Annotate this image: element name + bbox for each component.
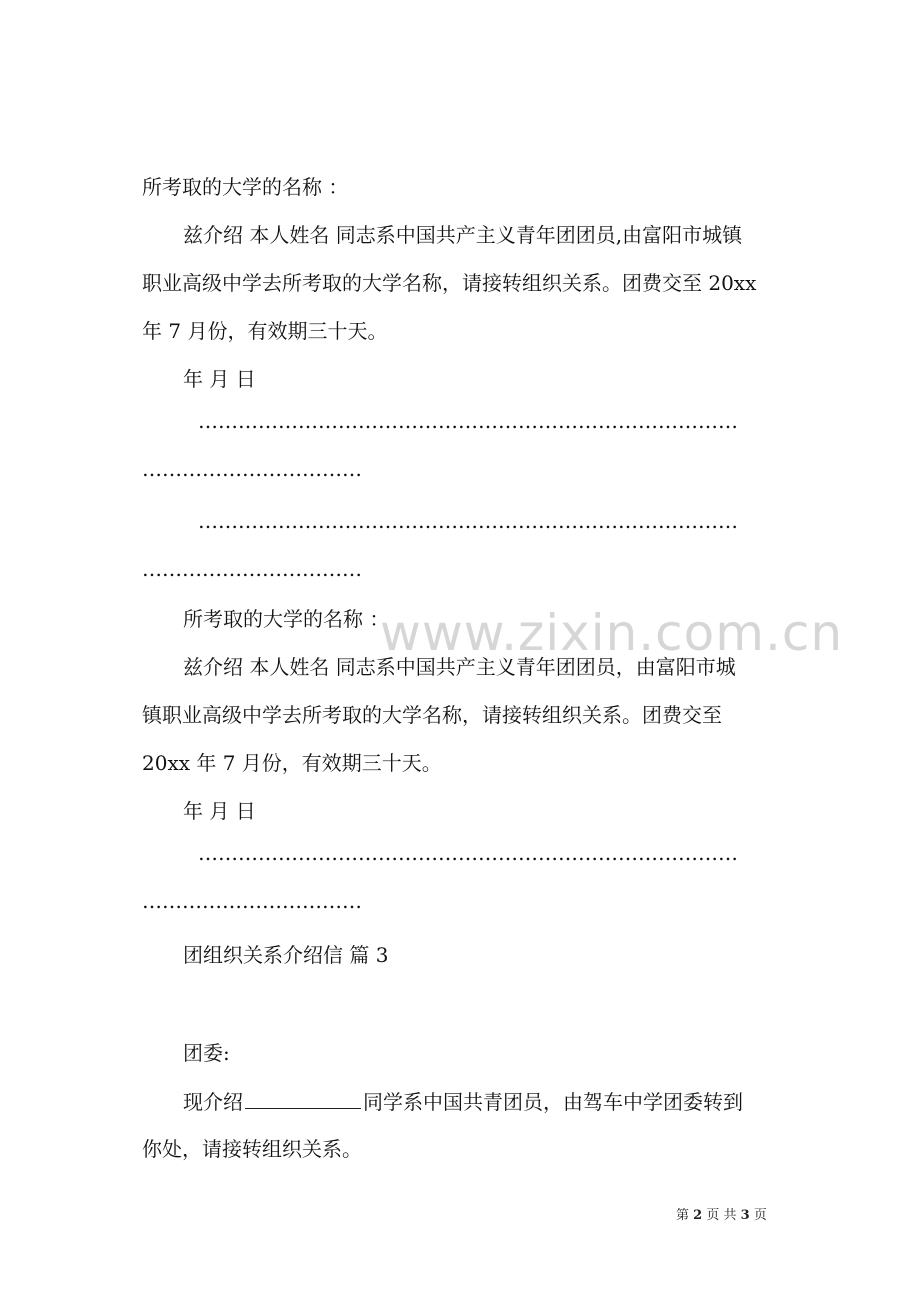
block2-paragraph-line-2: 镇职业高级中学去所考取的大学名称，请接转组织关系。团费交至 bbox=[142, 703, 722, 727]
block2-date-line: 年 月 日 bbox=[183, 799, 256, 823]
separator-dots-long-2: ……………………………………………………………………… bbox=[198, 509, 738, 533]
block1-paragraph-line-1: 兹介绍 本人姓名 同志系中国共产主义青年团团员,由富阳市城镇 bbox=[183, 223, 743, 247]
separator-dots-long-3: ……………………………………………………………………… bbox=[198, 841, 738, 865]
section3-salutation: 团委: bbox=[183, 1041, 230, 1065]
section3-paragraph-line-1 bbox=[183, 1088, 743, 1115]
separator-dots-long-1: ……………………………………………………………………… bbox=[198, 409, 738, 433]
footer-suffix: 页 bbox=[753, 1208, 767, 1223]
section3-para-prefix: 现介绍 bbox=[183, 1090, 243, 1114]
block1-paragraph-line-2: 职业高级中学去所考取的大学名称，请接转组织关系。团费交至 20xx bbox=[142, 271, 757, 295]
separator-dots-short-3: …………………………… bbox=[142, 889, 362, 913]
footer-total-pages: 3 bbox=[740, 1208, 750, 1223]
block2-heading: 所考取的大学的名称 ： bbox=[183, 607, 390, 631]
footer-current-page: 2 bbox=[693, 1208, 703, 1223]
watermark-text: www.zixin.com.cn bbox=[380, 604, 844, 662]
section3-paragraph-line-2: 你处，请接转组织关系。 bbox=[142, 1137, 362, 1161]
block1-paragraph-line-3: 年 7 月份，有效期三十天。 bbox=[142, 319, 388, 343]
footer-prefix: 第 bbox=[676, 1208, 690, 1223]
name-blank-underline bbox=[245, 1088, 361, 1109]
block2-paragraph-line-1: 兹介绍 本人姓名 同志系中国共产主义青年团团员，由富阳市城 bbox=[183, 655, 736, 679]
block1-heading: 所考取的大学的名称 ： bbox=[142, 175, 349, 199]
separator-dots-short-2: …………………………… bbox=[142, 557, 362, 581]
block2-paragraph-line-3: 20xx 年 7 月份，有效期三十天。 bbox=[142, 751, 442, 775]
page-footer bbox=[676, 1208, 767, 1224]
footer-middle: 页 共 bbox=[706, 1208, 737, 1223]
separator-dots-short-1: …………………………… bbox=[142, 457, 362, 481]
block1-date-line: 年 月 日 bbox=[183, 367, 256, 391]
section3-para-suffix: 同学系中国共青团员，由驾车中学团委转到 bbox=[363, 1090, 743, 1114]
section3-title: 团组织关系介绍信 篇 3 bbox=[183, 943, 389, 967]
